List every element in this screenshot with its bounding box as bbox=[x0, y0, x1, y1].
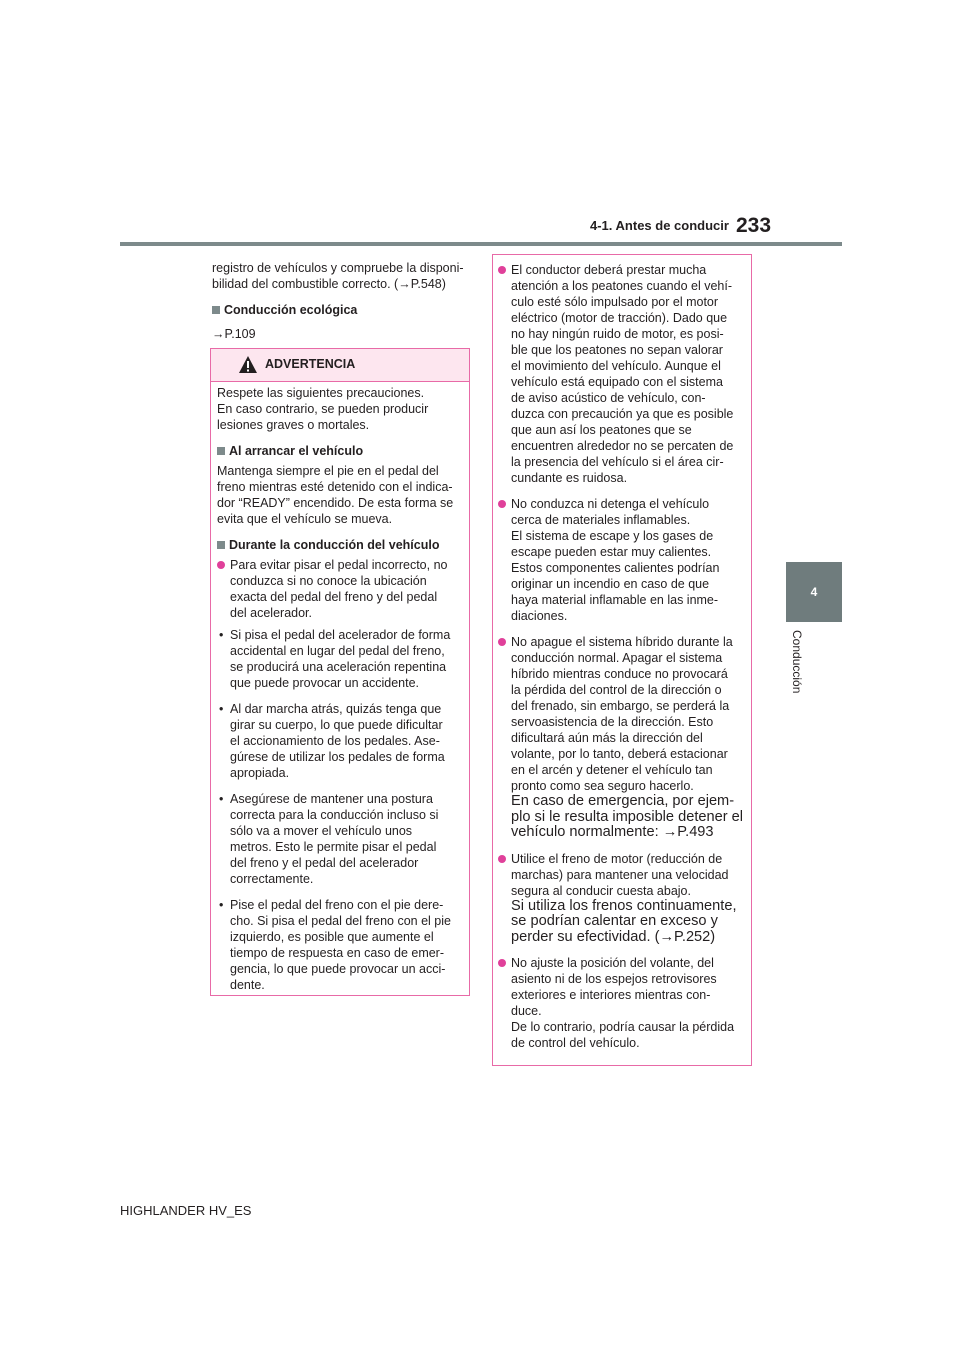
eco-heading: Conducción ecológica bbox=[212, 302, 468, 318]
page-number: 233 bbox=[736, 214, 772, 237]
dash-item: • Si pisa el pedal del acelerador de forma accidental en lugar del pedal del freno, se producirá una aceleración repentina que puede provocar un accidente. bbox=[219, 628, 451, 690]
dash-item: • Pise el pedal del freno con el pie dere- cho. Si pisa el pedal del freno con el pie izquierdo, es posible que aumente el tiempo de respuesta en caso de emer- gencia, lo que puede provocar un acci- dente. bbox=[219, 898, 451, 992]
intro-paragraph: registro de vehículos y compruebe la disponi- bilidad del combustible correcto. (→P.548) bbox=[212, 261, 464, 291]
dash-bullet-icon: • bbox=[219, 898, 224, 912]
section-title: 4-1. Antes de conducir bbox=[590, 218, 729, 233]
header-rule bbox=[120, 242, 842, 246]
chapter-tab bbox=[786, 562, 842, 622]
dash-bullet-icon: • bbox=[219, 702, 224, 716]
warning-continued-body bbox=[498, 262, 748, 1051]
round-bullet-icon bbox=[498, 855, 506, 863]
round-bullet-icon bbox=[498, 638, 506, 646]
warning-intro: Respete las siguientes precauciones. En caso contrario, se pueden producir lesiones graves o mortales. bbox=[217, 386, 429, 432]
footer-model: HIGHLANDER HV_ES bbox=[120, 1203, 252, 1218]
flammable-bullet: No conduzca ni detenga el vehículo cerca de materiales inflamables. El sistema de escape y los gases de escape pueden estar muy calientes. Estos componentes calientes podrían originar un incendio en caso de que haya material inflamable en las inme- diaciones. bbox=[498, 496, 748, 624]
chapter-name: Conducción bbox=[790, 630, 804, 694]
start-paragraph: Mantenga siempre el pie en el pedal del freno mientras esté detenido con el indica- dor “READY” encendido. De esta forma se evita que el vehículo se mueva. bbox=[217, 464, 454, 526]
chapter-label bbox=[788, 630, 804, 706]
left-column bbox=[212, 260, 468, 342]
dash-bullet-icon: • bbox=[219, 628, 224, 642]
round-bullet-icon bbox=[217, 561, 225, 569]
dash-bullet-icon: • bbox=[219, 792, 224, 806]
round-bullet-icon bbox=[498, 959, 506, 967]
dash-item: • Asegúrese de mantener una postura correcta para la conducción incluso si sólo va a mover el vehículo unos metros. Esto le permite pisar el pedal del freno y el pedal del acelerador correctamente. bbox=[219, 792, 439, 886]
driving-bullet: Para evitar pisar el pedal incorrecto, no conduzca si no conoce la ubicación exacta del pedal del freno y del pedal del acelerador. bbox=[217, 557, 467, 621]
square-bullet-icon bbox=[217, 447, 225, 455]
round-bullet-icon bbox=[498, 266, 506, 274]
warning-triangle-icon bbox=[238, 355, 258, 374]
warning-body bbox=[217, 385, 467, 993]
engine-brake-bullet: Utilice el freno de motor (reducción de marchas) para mantener una velocidad segura al conducir cuesta abajo. Si utiliza los frenos continuamente, se podrían calentar en exceso y perder su efectividad. (→P.252) bbox=[498, 851, 748, 946]
square-bullet-icon bbox=[217, 541, 225, 549]
pedestrian-bullet: El conductor deberá prestar mucha atención a los peatones cuando el vehí- culo esté sólo impulsado por el motor eléctrico (motor de tracción). Dado que no hay ningún ruido de motor, es posi- ble que los peatones no sepan valorar el movimiento del vehículo. Aunque el vehículo está equipado con el sistema de aviso acústico de vehículo, con- duzca con precaución ya que es posible que aun así los peatones que se encuentren alrededor no se percaten de la presencia del vehículo si el área cir- cundante es ruidosa. bbox=[498, 262, 748, 486]
warning-title: ADVERTENCIA bbox=[265, 357, 356, 371]
eco-reference: →P.109 bbox=[212, 327, 256, 341]
square-bullet-icon bbox=[212, 306, 220, 314]
section-heading-driving: Durante la conducción del vehículo bbox=[217, 537, 467, 553]
hybrid-off-bullet: No apague el sistema híbrido durante la conducción normal. Apagar el sistema híbrido mientras conduce no provocará la pérdida del control de la dirección o del frenado, sin embargo, se perderá la servoasistencia de la dirección. Esto dificultará aún más la dirección del volante, por lo tanto, deberá estacionar en el arcén y detener el vehículo tan pronto como sea seguro hacerlo. En caso de emergencia, por ejem- plo si le resulta imposible detener el vehículo normalmente: →P.493 bbox=[498, 634, 748, 841]
round-bullet-icon bbox=[498, 500, 506, 508]
warning-header bbox=[211, 349, 469, 382]
dash-item: • Al dar marcha atrás, quizás tenga que girar su cuerpo, lo que puede dificultar el accionamiento de los pedales. Ase- gúrese de utilizar los pedales de forma apropiada. bbox=[219, 702, 445, 780]
adjust-bullet: No ajuste la posición del volante, del asiento ni de los espejos retrovisores exteriores e interiores mientras con- duce. De lo contrario, podría causar la pérdida de control del vehículo. bbox=[498, 955, 748, 1051]
warning-box bbox=[210, 348, 470, 996]
warning-box-continued bbox=[492, 254, 752, 1066]
chapter-number: 4 bbox=[810, 585, 818, 599]
section-heading-start: Al arrancar el vehículo bbox=[217, 443, 467, 459]
